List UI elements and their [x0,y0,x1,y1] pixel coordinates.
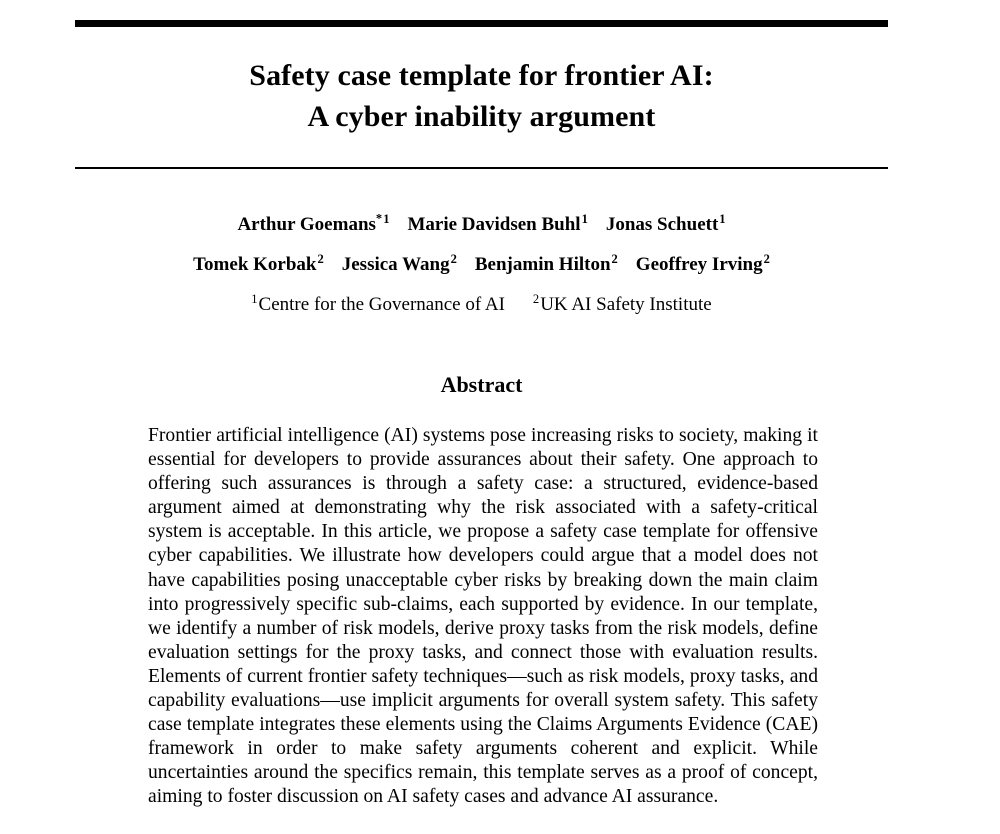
affiliation-marker: 2 [763,251,770,266]
author-list [75,205,888,285]
header-rule-thick [75,20,888,27]
header-rule-thin [75,167,888,169]
title-line-1: Safety case template for frontier AI: [249,59,714,92]
author-name: Marie Davidsen Buhl [407,214,581,235]
affiliation-list [75,292,888,318]
affiliation-1 [251,291,505,315]
affiliation-name: Centre for the Governance of AI [258,294,505,315]
author-name: Geoffrey Irving [635,254,763,275]
affiliation-marker: 1 [383,211,390,226]
affiliation-marker: 2 [532,291,540,306]
author-2-3 [474,251,618,275]
abstract-body: Frontier artificial intelligence (AI) systems pose increasing risks to society, making it essential for developers to provide assurances about their safety. One approach to offering such assurances is through a safety case: a structured, evidence-based argument aimed at demonstrating why the risk associated with a safety-critical system is acceptable. In this article, we propose a safety case template for offensive cyber capabilities. We illustrate how developers could argue that a model does not have capabilities posing unacceptable cyber risks by breaking down the main claim into progressively specific sub-claims, each supported by evidence. In our template, we identify a number of risk models, derive proxy tasks from the risk models, define evaluation settings for the proxy tasks, and connect those with evaluation results. Elements of current frontier safety techniques—such as risk models, proxy tasks, and capability evaluations—use implicit arguments for overall system safety. This safety case template integrates these elements using the Claims Arguments Evidence (CAE) framework in order to make safety arguments coherent and explicit. While uncertainties around the specifics remain, this template serves as a proof of concept, aiming to foster discussion on AI safety cases and advance AI assurance. [148,425,818,808]
affiliation-marker: 2 [317,251,324,266]
affiliation-marker: 2 [450,251,457,266]
author-1-2 [407,211,588,235]
author-2-2 [341,251,457,275]
author-2-4 [635,251,770,275]
author-row-1 [75,205,888,245]
affiliation-name: UK AI Safety Institute [540,294,712,315]
author-row-2 [75,245,888,285]
affiliation-marker: 2 [611,251,618,266]
affiliation-marker: 1 [251,291,258,306]
author-2-1 [193,251,324,275]
author-name: Benjamin Hilton [474,254,611,275]
abstract-heading: Abstract [440,372,523,397]
page-title [75,55,888,137]
author-name: Jessica Wang [341,254,450,275]
corresponding-author-marker: * [375,211,383,226]
affiliation-marker: 1 [719,211,726,226]
author-1-1 [237,211,390,235]
affiliation-2 [532,291,712,315]
affiliation-marker: 1 [581,211,588,226]
author-name: Jonas Schuett [605,214,719,235]
author-name: Arthur Goemans [237,214,376,235]
author-name: Tomek Korbak [193,254,317,275]
author-1-3 [605,211,726,235]
title-line-2: A cyber inability argument [307,100,656,133]
